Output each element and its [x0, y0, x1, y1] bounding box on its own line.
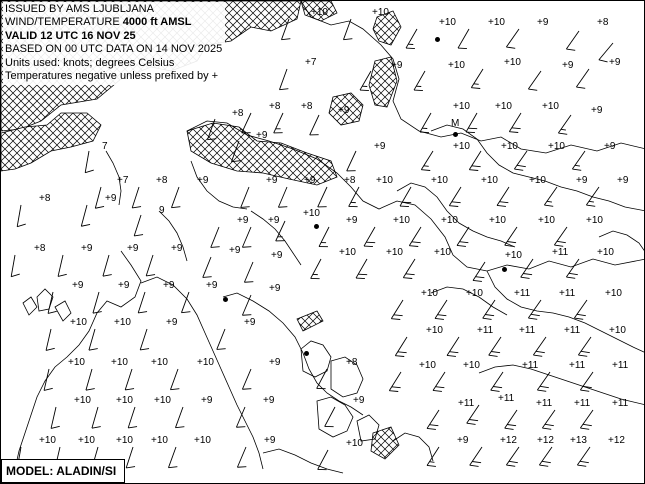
- wind-barb: [58, 255, 67, 276]
- temperature-label: +10: [68, 357, 85, 368]
- temperature-label: +9: [562, 60, 574, 71]
- wind-barb: [125, 369, 134, 390]
- wind-barb: [318, 187, 327, 207]
- wind-barb: [103, 255, 112, 276]
- wind-barb: [319, 227, 329, 247]
- temperature-label: +10: [339, 247, 356, 258]
- wind-barb: [514, 151, 527, 170]
- temperature-label: 7: [102, 141, 108, 152]
- temperature-label: +9: [166, 317, 178, 328]
- wind-barb: [497, 187, 509, 206]
- city-marker-4: [502, 267, 507, 272]
- temperature-label: +12: [537, 435, 554, 446]
- wind-barb: [433, 372, 445, 391]
- temperature-label: +9: [264, 435, 276, 446]
- temperature-label: +9: [244, 317, 256, 328]
- wind-barb: [505, 227, 517, 246]
- temperature-label: +10: [426, 325, 443, 336]
- temperature-label: +10: [481, 175, 498, 186]
- wind-barb: [11, 255, 20, 277]
- temperature-label: +9: [171, 243, 183, 254]
- wind-barb: [364, 227, 375, 247]
- wind-barb: [506, 447, 519, 466]
- wind-barb: [449, 187, 461, 207]
- temperature-label: +10: [151, 435, 168, 446]
- wind-barb: [349, 187, 359, 207]
- temperature-label: +9: [304, 175, 316, 186]
- wind-barb: [217, 329, 226, 349]
- temperature-label: +9: [206, 280, 218, 291]
- temperature-label: +9: [353, 395, 365, 406]
- temperature-label: +10: [586, 215, 603, 226]
- wind-barb: [92, 407, 101, 428]
- temperature-label: +9: [338, 105, 350, 116]
- wind-barb: [274, 113, 283, 133]
- temperature-label: +8: [597, 17, 609, 28]
- wind-barb: [325, 407, 335, 427]
- temperature-label: +10: [501, 141, 518, 152]
- wind-barb: [231, 141, 240, 162]
- wind-barb: [395, 337, 407, 357]
- wind-barb: [470, 447, 482, 466]
- wind-barb: [281, 19, 290, 40]
- header-parameter-line: [5, 16, 222, 29]
- wind-barb: [420, 113, 431, 133]
- temperature-label: +10: [597, 247, 614, 258]
- temperature-label: +8: [34, 243, 46, 254]
- wind-barb: [89, 329, 98, 350]
- wind-barb: [469, 151, 481, 171]
- temperature-label: +10: [70, 317, 87, 328]
- wind-barb: [237, 447, 246, 467]
- temperature-label: +10: [434, 247, 451, 258]
- wind-barb: [533, 337, 546, 356]
- temperature-label: +11: [559, 288, 576, 299]
- temperature-label: +10: [542, 101, 559, 112]
- temperature-label: +8: [156, 175, 168, 186]
- wind-barb: [566, 31, 579, 50]
- wind-barb: [44, 369, 53, 390]
- wind-barb: [211, 227, 220, 247]
- wind-barb: [574, 300, 587, 319]
- temperature-label: +10: [609, 325, 626, 336]
- temperature-label: +10: [111, 357, 128, 368]
- wind-barb: [580, 372, 593, 391]
- temperature-label: +10: [39, 435, 56, 446]
- wind-barb: [572, 151, 585, 170]
- temperature-label: +10: [466, 288, 483, 299]
- wind-barb: [389, 372, 401, 392]
- model-label: MODEL: ALADIN/SI: [6, 464, 117, 478]
- temperature-label: +9: [346, 215, 358, 226]
- temperature-label: +9: [609, 57, 621, 68]
- wind-barb: [558, 115, 571, 134]
- temperature-label: +11: [612, 360, 629, 371]
- temperature-label: +10: [114, 317, 131, 328]
- wind-barb: [483, 300, 495, 319]
- wind-barb: [427, 447, 439, 466]
- wind-barb: [347, 151, 356, 171]
- wind-barb: [427, 410, 439, 429]
- wind-barb: [580, 410, 593, 429]
- temperature-label: +9: [269, 283, 281, 294]
- temperature-label: +9: [105, 193, 117, 204]
- temperature-label: +10: [194, 435, 211, 446]
- temperature-label: +9: [237, 215, 249, 226]
- temperature-label: +9: [201, 395, 213, 406]
- temperature-label: +11: [569, 360, 586, 371]
- temperature-label: +11: [552, 247, 569, 258]
- temperature-label: +10: [116, 435, 133, 446]
- wind-barb: [168, 447, 177, 468]
- wind-barb: [310, 115, 319, 135]
- wind-barb: [138, 292, 147, 313]
- wind-barb: [576, 69, 589, 88]
- wind-barb: [241, 187, 250, 207]
- temperature-label: +8: [39, 193, 51, 204]
- temperature-label: +10: [431, 175, 448, 186]
- city-marker-5: [223, 297, 228, 302]
- temperature-label: +10: [78, 435, 95, 446]
- temperature-label: +10: [419, 360, 436, 371]
- temperature-label: +10: [393, 215, 410, 226]
- wind-barb: [528, 71, 541, 90]
- wind-barb: [279, 69, 288, 90]
- temperature-label: +8: [346, 357, 358, 368]
- wind-barb: [458, 29, 469, 49]
- wind-barb: [242, 369, 251, 389]
- header-level: 4000 ft AMSL: [122, 16, 192, 29]
- wind-barb: [140, 329, 149, 350]
- header-units: Units used: knots; degrees Celsius: [5, 56, 175, 69]
- temperature-label: +10: [488, 17, 505, 28]
- temperature-label: +9: [374, 141, 386, 152]
- wind-barb: [400, 187, 411, 207]
- wind-barb: [505, 410, 517, 429]
- temperature-label: +9: [457, 435, 469, 446]
- wind-barb: [577, 447, 590, 466]
- wind-barb: [126, 447, 135, 468]
- temperature-label: +11: [458, 398, 475, 409]
- wind-barb: [93, 292, 102, 313]
- temperature-label: +9: [256, 130, 268, 141]
- temperature-label: +10: [74, 395, 91, 406]
- temperature-label: +12: [500, 435, 517, 446]
- wind-barb: [318, 450, 328, 470]
- temperature-label: +10: [489, 215, 506, 226]
- wind-barb: [132, 187, 141, 208]
- header-temperature-note: Temperatures negative unless prefixed by +: [5, 70, 219, 83]
- wind-barb: [175, 407, 184, 428]
- temperature-label: +9: [229, 245, 241, 256]
- temperature-label: +10: [439, 17, 456, 28]
- temperature-label: +11: [574, 398, 591, 409]
- wind-barb: [134, 215, 143, 236]
- city-marker-1: [435, 37, 440, 42]
- temperature-label: +7: [305, 57, 317, 68]
- wind-barb: [447, 337, 459, 356]
- wind-barb: [528, 300, 541, 319]
- temperature-label: +10: [346, 438, 363, 449]
- wind-barb: [466, 113, 477, 133]
- temperature-label: +11: [519, 325, 536, 336]
- temperature-label: +9: [271, 250, 283, 261]
- wind-barb: [356, 259, 367, 279]
- wind-barb: [242, 295, 251, 315]
- header-issued-by: ISSUED BY AMS LJUBLJANA: [5, 3, 154, 15]
- wind-barb: [317, 369, 327, 389]
- wind-barb: [435, 300, 447, 319]
- temperature-label: +9: [391, 60, 403, 71]
- wind-barb: [586, 187, 599, 206]
- temperature-label: +7: [117, 175, 129, 186]
- temperature-label: +10: [151, 357, 168, 368]
- wind-barb: [46, 329, 55, 350]
- temperature-label: +10: [548, 141, 565, 152]
- wind-barb: [414, 71, 425, 91]
- temperature-label: +9: [268, 215, 280, 226]
- wind-barb: [48, 292, 57, 313]
- temperature-label: +10: [495, 101, 512, 112]
- wind-barb: [409, 227, 421, 247]
- temperature-label: +10: [504, 57, 521, 68]
- temperature-label: +9: [197, 175, 209, 186]
- temperature-label: +10: [116, 395, 133, 406]
- wind-barb: [236, 407, 245, 427]
- wind-barb: [489, 337, 501, 356]
- temperature-label: +10: [505, 250, 522, 261]
- temperature-label: +9: [163, 280, 175, 291]
- temperature-label: +10: [605, 288, 622, 299]
- city-marker-6: [304, 351, 309, 356]
- header-parameter-prefix: WIND/TEMPERATURE: [5, 16, 123, 29]
- wind-barb: [391, 300, 403, 320]
- wind-barb: [51, 407, 60, 428]
- temperature-label: +10: [154, 395, 171, 406]
- wind-barb: [506, 29, 519, 48]
- wind-barb: [473, 262, 485, 281]
- temperature-label: +10: [421, 288, 438, 299]
- wind-barb: [509, 113, 521, 133]
- temperature-label: +9: [591, 105, 603, 116]
- wind-barb: [537, 372, 550, 391]
- temperature-label: +11: [498, 393, 515, 404]
- wind-barb: [457, 227, 469, 246]
- wind-barb: [521, 259, 533, 278]
- temperature-label: +10: [376, 175, 393, 186]
- temperature-label: +10: [311, 7, 328, 18]
- temperature-label: 9: [159, 205, 165, 216]
- temperature-label: +13: [570, 435, 587, 446]
- wind-barb: [539, 447, 552, 466]
- wind-barb: [566, 259, 579, 278]
- wind-barb: [421, 151, 433, 171]
- wind-barb: [85, 151, 94, 173]
- temperature-label: +10: [463, 360, 480, 371]
- wind-barb: [81, 205, 90, 226]
- temperature-label: +10: [538, 215, 555, 226]
- temperature-label: +12: [608, 435, 625, 446]
- wind-barb: [17, 205, 26, 227]
- wind-barb: [406, 29, 417, 49]
- temperature-label: +11: [564, 325, 581, 336]
- temperature-label: +8: [344, 175, 356, 186]
- wind-barb: [146, 255, 155, 276]
- model-footer: [1, 459, 125, 483]
- wind-barb: [311, 259, 321, 279]
- temperature-label: +11: [536, 398, 553, 409]
- wind-barb: [171, 187, 180, 208]
- wind-barb: [278, 187, 287, 207]
- city-label: M: [451, 118, 460, 129]
- temperature-label: +11: [522, 360, 539, 371]
- temperature-label: +9: [81, 243, 93, 254]
- temperature-label: +9: [266, 175, 278, 186]
- temperature-label: +9: [604, 141, 616, 152]
- temperature-label: +11: [477, 325, 494, 336]
- wind-barb: [578, 337, 591, 356]
- temperature-label: +8: [301, 101, 313, 112]
- wind-barb: [491, 372, 503, 391]
- wind-barb: [207, 119, 216, 140]
- temperature-label: +8: [269, 101, 281, 112]
- temperature-label: +9: [118, 280, 130, 291]
- chart-header: [3, 2, 225, 85]
- temperature-label: +9: [269, 357, 281, 368]
- temperature-label: +9: [576, 175, 588, 186]
- wind-barb: [181, 292, 190, 313]
- wind-barb: [554, 227, 567, 246]
- wind-barb: [471, 69, 483, 89]
- city-marker-3: [314, 224, 319, 229]
- temperature-label: +9: [127, 243, 139, 254]
- temperature-label: +10: [303, 208, 320, 219]
- temperature-label: +10: [386, 247, 403, 258]
- wind-barb: [86, 369, 95, 390]
- header-based-on: BASED ON 00 UTC DATA ON 14 NOV 2025: [5, 43, 223, 56]
- temperature-label: +10: [441, 215, 458, 226]
- temperature-label: +10: [372, 7, 389, 18]
- temperature-label: +8: [232, 108, 244, 119]
- wind-barb: [343, 19, 352, 40]
- temperature-label: +9: [263, 395, 275, 406]
- wind-barb: [128, 407, 137, 428]
- temperature-label: +11: [514, 288, 531, 299]
- header-valid-time: VALID 12 UTC 16 NOV 25: [5, 29, 136, 42]
- temperature-label: +9: [537, 17, 549, 28]
- temperature-label: +10: [453, 141, 470, 152]
- wind-barb: [170, 369, 179, 390]
- wind-barb: [403, 259, 415, 279]
- temperature-label: +10: [529, 175, 546, 186]
- wind-barb: [203, 257, 212, 277]
- wind-barb: [244, 262, 253, 282]
- wind-barb: [95, 187, 104, 208]
- temperature-label: +10: [453, 101, 470, 112]
- temperature-label: +9: [617, 175, 629, 186]
- wind-barb: [544, 187, 557, 206]
- temperature-label: +10: [448, 60, 465, 71]
- temperature-label: +10: [197, 357, 214, 368]
- temperature-label: +11: [612, 398, 629, 409]
- wind-barb: [542, 410, 555, 429]
- temperature-label: +9: [72, 280, 84, 291]
- city-marker-milano: [453, 132, 458, 137]
- wind-barb: [242, 227, 251, 247]
- wind-barb: [360, 71, 371, 91]
